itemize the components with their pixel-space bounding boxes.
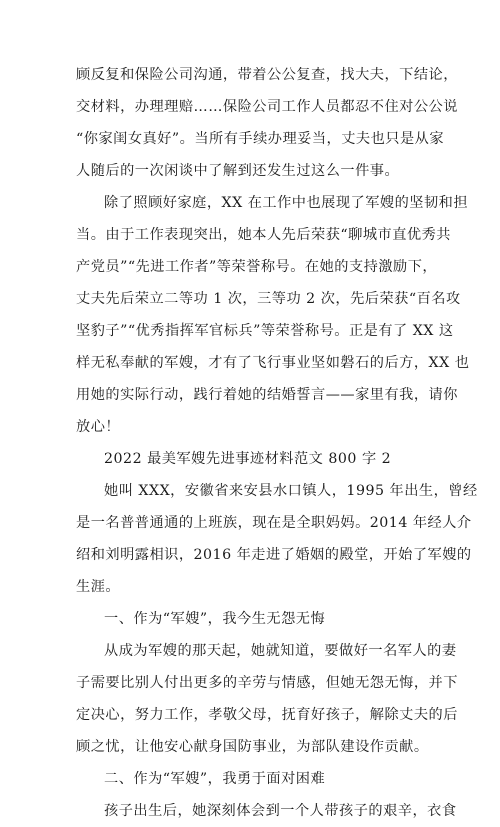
subheading: 一、作为“军嫂”，我今生无怨无悔 xyxy=(104,611,326,627)
body-text-line: 定决心，努力工作，孝敬父母，抚育好孩子，解除丈夫的后 xyxy=(76,707,458,723)
paragraph-first-line: 除了照顾好家庭，XX 在工作中也展现了军嫂的坚韧和担 xyxy=(104,195,469,211)
document-page xyxy=(76,59,478,827)
body-text-line: 是一名普普通通的上班族，现在是全职妈妈。2014 年经人介 xyxy=(76,515,472,531)
body-text-line: 当。由于工作表现突出，她本人先后荣获“聊城市直优秀共 xyxy=(76,227,451,243)
paragraph-first-line: 孩子出生后，她深刻体会到一个人带孩子的艰辛，衣食 xyxy=(104,803,457,819)
body-text-line: 绍和刘明露相识，2016 年走进了婚姻的殿堂，开始了军嫂的 xyxy=(76,547,472,563)
body-text-line: 坚豹子”“优秀指挥军官标兵”等荣誉称号。正是有了 XX 这 xyxy=(76,323,454,339)
section-title: 2022 最美军嫂先进事迹材料范文 800 字 2 xyxy=(104,451,392,467)
paragraph-first-line: 她叫 XXX，安徽省来安县水口镇人，1995 年出生，曾经 xyxy=(104,483,478,499)
body-text-line: 顾之忧，让他安心献身国防事业，为部队建设作贡献。 xyxy=(76,739,429,755)
body-text-line: 用她的实际行动，践行着她的结婚誓言——家里有我，请你 xyxy=(76,387,458,403)
body-text-line: 样无私奉献的军嫂，才有了飞行事业坚如磐石的后方，XX 也 xyxy=(76,355,470,371)
subheading: 二、作为“军嫂”，我勇于面对困难 xyxy=(104,771,326,787)
body-text-line: 子需要比别人付出更多的辛劳与情感，但她无怨无悔，并下 xyxy=(76,675,458,691)
paragraph-first-line: 从成为军嫂的那天起，她就知道，要做好一名军人的妻 xyxy=(104,643,457,659)
body-text-line: 丈夫先后荣立二等功 1 次，三等功 2 次，先后荣获“百名攻 xyxy=(76,291,461,307)
body-text-line: 产党员”“先进工作者”等荣誉称号。在她的支持激励下， xyxy=(76,259,438,275)
body-text-line: “你家闺女真好”。当所有手续办理妥当，丈夫也只是从家 xyxy=(76,131,445,147)
body-text-line: 人随后的一次闲谈中了解到还发生过这么一件事。 xyxy=(76,163,400,179)
body-text-line: 交材料，办理理赔……保险公司工作人员都忍不住对公公说 xyxy=(76,99,458,115)
body-text-line: 顾反复和保险公司沟通，带着公公复查，找大夫，下结论， xyxy=(76,67,458,83)
body-text-line: 生涯。 xyxy=(76,579,121,595)
body-text-line: 放心！ xyxy=(76,419,121,435)
